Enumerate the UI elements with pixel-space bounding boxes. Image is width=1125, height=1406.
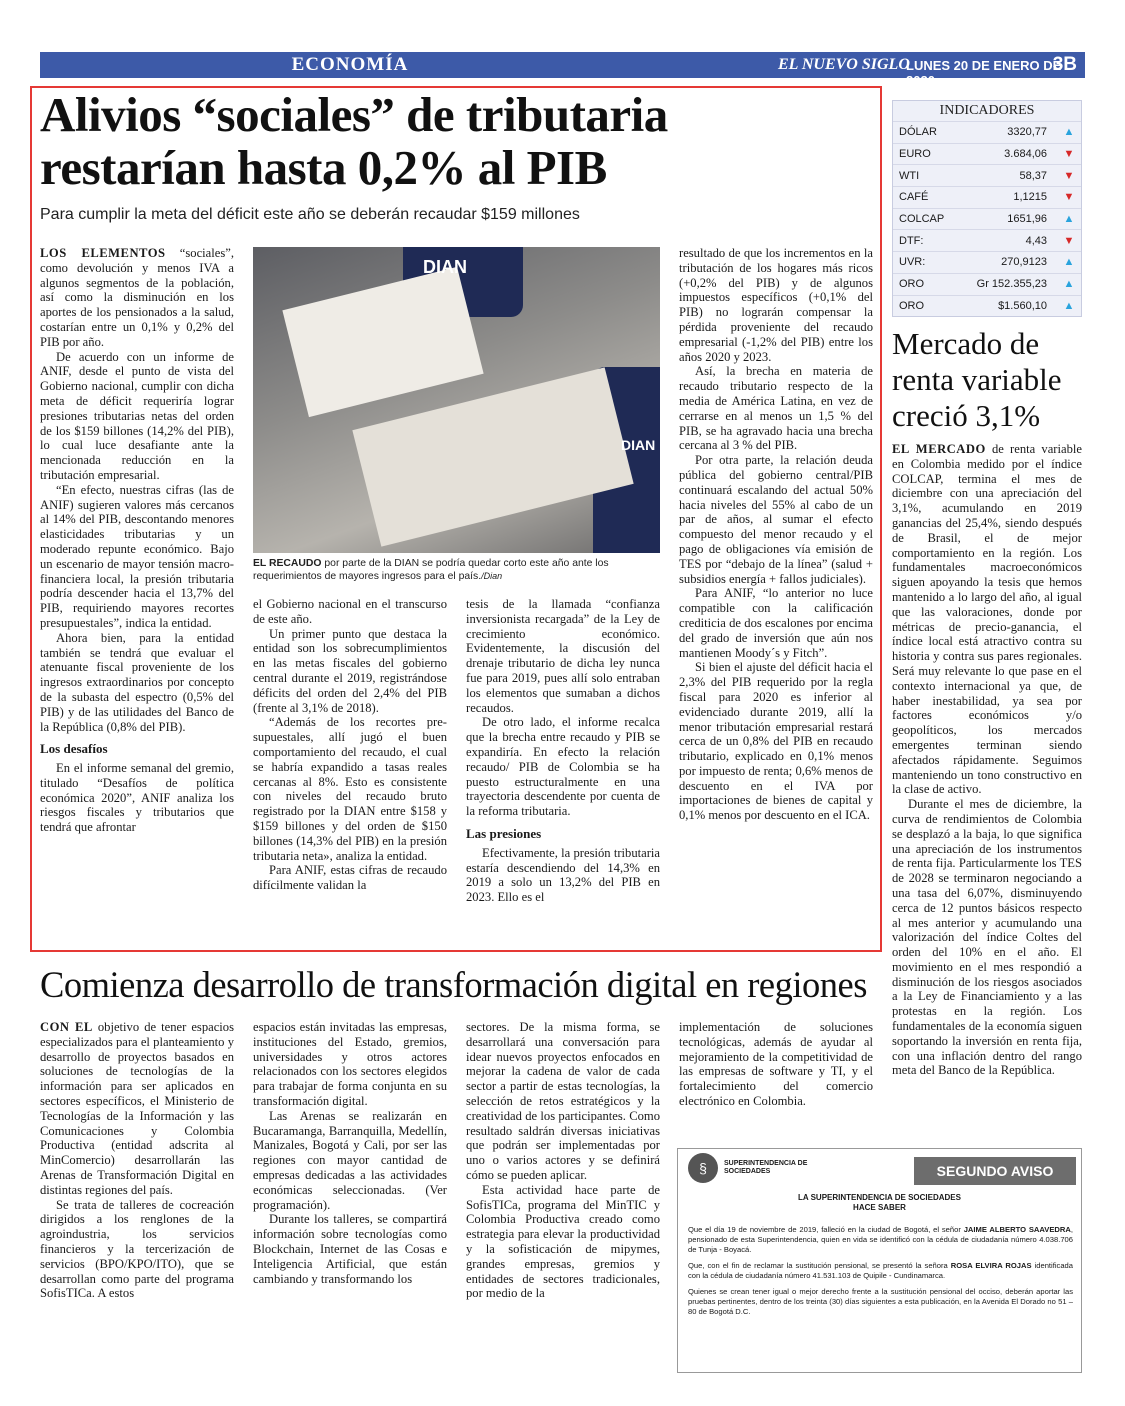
paragraph: el Gobierno nacional en el transcurso de este año. (253, 597, 447, 626)
paragraph: Si bien el ajuste del déficit hacia el 2,3% del PIB requerido por la regla fiscal para 2020 es inferior al evidenciado durante 2019, allí la menor tributación empresarial restará cerca de un 0,8% del PIB en recaudo tributario, explicado en 0,1% menos por impuesto de renta; 0,6% menos de descuento en el IVA por importaciones de bienes de capital y 0,1% menos por descuento en el ICA. (679, 660, 873, 823)
paragraph: implementación de soluciones tecnológicas, además de ayudar al mejoramiento de la competitividad de las empresas de software y TI, y el fortalecimiento del comercio electrónico en Colombia. (679, 1020, 873, 1108)
main-headline (40, 88, 880, 194)
main-column-2 (253, 597, 447, 893)
indicator-name: ORO (899, 278, 925, 291)
indicator-row (893, 208, 1081, 230)
arrow-up-icon: ▲ (1063, 278, 1075, 291)
indicator-value: 1651,96 (1007, 213, 1047, 226)
seal-icon: § (688, 1153, 718, 1183)
indicator-name: ORO (899, 299, 925, 312)
notice-badge: SEGUNDO AVISO (914, 1157, 1076, 1185)
indicator-name: CAFÉ (899, 191, 929, 204)
paragraph: “En efecto, nuestras cifras (las de ANIF) sugieren valores más cercanos al 14% del PIB, descontando menores elasticidades tributarias y un moderado repunte económico. Bajo un escenario de mayor tensión macro-financiera local, la presión tributaria podría descender hacia el 13,7% del PIB, requiriendo mayores recortes presupuestales”, indica la entidad. (40, 482, 234, 630)
notice-heading: LA SUPERINTENDENCIA DE SOCIEDADES HACE SABER (798, 1193, 961, 1212)
indicator-row (893, 273, 1081, 295)
indicator-value: Gr 152.355,23 (976, 278, 1047, 291)
arrow-down-icon: ▼ (1063, 191, 1075, 204)
arrow-down-icon: ▼ (1063, 169, 1075, 182)
paragraph: EL MERCADO de renta variable en Colombia medido por el índice COLCAP, termina el mes de diciembre con una apreciación del 3,1%, acumulando en 2019 ganancias del 25,4%, siendo después de Brasil, el de mejor comportamiento en la región. Los fundamentales macroeconómicos siguen apoyando la tesis que hemos mantenido a lo largo del año, al igual que las valoraciones, donde por métricas de precio-ganancia, el índice local está atractivo contra su historia y contra sus pares regionales. Será muy relevante lo que pase en el contexto internacional ya que, de haber inestabilidad, ya sea por factores económicos y/o geopolíticos, los mercados emergentes terminan siendo afectados rápidamente. Seguimos manteniendo un tono constructivo en la clase de activo. (892, 442, 1082, 797)
paragraph: espacios están invitadas las empresas, instituciones del Estado, gremios, universidades y otros actores relacionados con los sectores elegidos para trabajar de forma conjunta en su transformación digital. (253, 1020, 447, 1108)
second-column-2 (253, 1020, 447, 1286)
indicator-name: DÓLAR (899, 126, 937, 139)
paragraph: Por otra parte, la relación deuda pública del gobierno central/PIB continuará escalando del actual 50% hacia niveles del 55% al cabo de un par de años, al sumar el efecto compuesto del menor recaudo y el pago de obligaciones vía emisión de TES por “debajo de la línea” (salud + subsidios energía + fallos judiciales). (679, 453, 873, 586)
indicator-row (893, 295, 1081, 317)
photo-logo-text: DIAN (423, 257, 467, 277)
newspaper-masthead: EL NUEVO SIGLO (778, 56, 910, 73)
paragraph: sectores. De la misma forma, se desarrollará una conversación para idear nuevos proyectos enfocados en mejorar la cadena de valor de cada sector a partir de estas tecnologías, la selección de retos estratégicos y la creatividad de los participantes. Como resultado saldrán diversas iniciativas que podrán ser implementadas por uno o varios actores y se definirá cómo se pueden aplicar. (466, 1020, 660, 1182)
second-column-4 (679, 1020, 873, 1109)
legal-notice (677, 1148, 1082, 1373)
indicator-name: COLCAP (899, 213, 945, 226)
paragraph: Quienes se crean tener igual o mejor derecho frente a la sustitución pensional del occiso, deberán aportar las pruebas pertinentes, dentro de los treinta (30) días siguientes a esta publicación, en la Avenida El Dorado no 51 – 80 de Bogotá D.C. (688, 1287, 1073, 1316)
photo-document (282, 267, 483, 417)
main-column-3 (466, 597, 660, 905)
paragraph: De otro lado, el informe recalca que la brecha entre recaudo y PIB se expandiría. En efecto la relación recaudo/ PIB de Colombia se ha puesto estructuralmente en una trayectoria descendente por cuenta de la reforma tributaria. (466, 715, 660, 819)
indicator-row (893, 229, 1081, 251)
indicator-value: $1.560,10 (998, 299, 1047, 312)
photo-caption: EL RECAUDO por parte de la DIAN se podría quedar corto este año ante los requerimientos de mayores ingresos para el país./Dian (253, 558, 609, 582)
paragraph: En el informe semanal del gremio, titulado “Desafíos de política económica 2020”, ANIF analiza los riesgos fiscales y tributarios que tendrá que afrontar (40, 761, 234, 835)
side-headline: Mercado de renta variable creció 3,1% (892, 326, 1062, 433)
main-subheadline: Para cumplir la meta del déficit este año se deberán recaudar $159 millones (40, 206, 580, 223)
arrow-down-icon: ▼ (1063, 234, 1075, 247)
paragraph: Durante los talleres, se compartirá información sobre tecnologías como Blockchain, Internet de las Cosas e Inteligencia Artificial, que están cambiando y transformando los (253, 1212, 447, 1286)
indicator-name: WTI (899, 169, 920, 182)
indicator-row (893, 164, 1081, 186)
lead-word: LOS ELEMENTOS (40, 246, 166, 260)
article-photo (253, 247, 660, 553)
paragraph: Efectivamente, la presión tributaria estaría descendiendo del 14,3% en 2019 a solo un 13,2% del PIB en 2023. Ello es el (466, 845, 660, 905)
paragraph: Ahora bien, para la entidad también se tendrá que evaluar el atenuante fiscal proveniente de los ingresos extraordinarios por concepto de la subasta del espectro (0,5% del PIB) y de las utilidades del Banco de la República (0,8% del PIB). (40, 630, 234, 734)
indicator-value: 4,43 (1025, 234, 1047, 247)
paragraph: Que, con el fin de reclamar la sustitución pensional, se presentó la señora ROSA ELVIRA ROJAS identificada con la cédula de ciudadanía número 41.531.103 de Quipile - Cundinamarca. (688, 1261, 1073, 1280)
lead-word: CON EL (40, 1020, 93, 1034)
notice-header (678, 1149, 1081, 1187)
paragraph: CON EL objetivo de tener espacios especializados para el planteamiento y desarrollo de proyectos basados en soluciones de tecnologías de la información para ser aplicados en sectores específicos, el Ministerio de Tecnologías de la Información y las Comunicaciones y Colombia Productiva (entidad adscrita al MinComercio) desarrollarán las Arenas de Transformación Digital en distintas regiones del país. (40, 1020, 234, 1197)
indicator-row (893, 143, 1081, 165)
indicators-title: INDICADORES (939, 103, 1035, 118)
indicators-rows (893, 121, 1081, 316)
indicator-row (893, 121, 1081, 143)
paragraph: Para ANIF, estas cifras de recaudo difícilmente validan la (253, 863, 447, 893)
indicator-name: EURO (899, 148, 931, 161)
lead-word: EL MERCADO (892, 442, 986, 456)
paragraph: Esta actividad hace parte de SofisTICa, programa del MinTIC y Colombia Productiva creado como estrategia para elevar la productividad y la sofisticación de mipymes, grandes empresas, gremios y entidades de sectores tradicionales, por medio de la (466, 1182, 660, 1301)
subheading: Las presiones (466, 825, 542, 841)
indicator-name: UVR: (899, 256, 926, 269)
paragraph: Así, la brecha en materia de recaudo tributario respecto de la media de América Latina, en vez de cerrarse en al menos un 1,5 % del PIB, se ha agravado hacia una brecha cercana al 3 % del PIB. (679, 364, 873, 453)
paragraph: tesis de la llamada “confianza inversionista recargada” de la Ley de crecimiento económico. Evidentemente, la discusión del drenaje tributario de dicha ley nunca fue para 2019, pues allí solo entraban los elementos que sumaban a dichos recaudos. (466, 597, 660, 715)
second-headline: Comienza desarrollo de transformación digital en regiones (40, 964, 867, 1005)
paragraph: Que el día 19 de noviembre de 2019, falleció en la ciudad de Bogotá, el señor JAIME ALBERTO SAAVEDRA, pensionado de esta Superintendencia, quien en vida se identificó con la cédula de ciudadanía número 4.038.706 de Tunja - Boyacá. (688, 1225, 1073, 1254)
caption-lead: EL RECAUDO (253, 558, 322, 569)
page-number: 3B (1052, 54, 1077, 75)
superintendencia-logo (688, 1153, 898, 1183)
main-column-4 (679, 246, 873, 823)
arrow-up-icon: ▲ (1063, 126, 1075, 139)
arrow-down-icon: ▼ (1063, 148, 1075, 161)
paragraph: Las Arenas se realizarán en Bucaramanga, Barranquilla, Medellín, Manizales, Bogotá y Cali, por ser las regiones con mayor cantidad de empresas dedicadas a las actividades económicas seleccionadas. (Ver programación). (253, 1108, 447, 1212)
paragraph: De acuerdo con un informe de ANIF, desde el punto de vista del Gobierno nacional, cumplir con dicha meta de déficit requeriría lograr presiones tributarias netas del orden de los $159 billones (14,2% del PIB), lo cual luce desafiante ante la mencionada reducción en la tributación empresarial. (40, 349, 234, 482)
subheading: Los desafíos (40, 741, 108, 757)
second-column-3 (466, 1020, 660, 1301)
edition-date: LUNES 20 DE ENERO DE 2020 (906, 58, 1062, 88)
arrow-up-icon: ▲ (1063, 213, 1075, 226)
main-headline-line-2: restarían hasta 0,2% al PIB (40, 140, 607, 195)
indicator-value: 270,9123 (1001, 256, 1047, 269)
paragraph: “Además de los recortes presupuestales, allí jugó el buen comportamiento del recaudo, el cual se habría expandido a tasas reales cercanas al 8%. Esto es consistente con niveles del recaudo bruto registrado por la DIAN entre $158 y $159 billones y del orden de $150 billones (14,3% del PIB) en la presión tributaria neta», analiza la entidad. (253, 715, 447, 863)
paragraph: Se trata de talleres de cocreación dirigidos a los renglones de la agroindustria, los servicios financieros y la tercerización de servicios (BPO/KPO/ITO), que se desarrollan como parte del programa SofisTICa. A estos (40, 1197, 234, 1301)
paragraph: resultado de que los incrementos en la tributación de los hogares más ricos (+0,2% del PIB) y de algunos impuestos específicos (+0,1% del PIB) no lograrán compensar la pérdida proveniente del recaudo empresarial (-1,2% del PIB) entre los años 2020 y 2023. (679, 246, 873, 364)
main-column-1 (40, 246, 234, 835)
second-column-1 (40, 1020, 234, 1301)
indicator-value: 58,37 (1019, 169, 1047, 182)
indicator-value: 1,1215 (1013, 191, 1047, 204)
paragraph: Durante el mes de diciembre, la curva de rendimientos de Colombia se desplazó a la baja, lo que significa una apreciación de los instrumentos de renta fija. Particularmente los TES de 2028 se terminaron negociando a una tasa del 6,07%, disminuyendo cerca de 12 puntos básicos respecto al mes anterior y acumulando una valorización del índice Coltes del orden del 10% en el año. El movimiento en el mes respondió a disminución de los riesgos asociados a la Ley de Financiamiento y a las protestas en la región. Los fundamentales de la economía siguen soportando la inversión en renta fija, con una inflación dentro del rango meta del Banco de la República. (892, 797, 1082, 1078)
indicators-table (892, 100, 1082, 317)
indicator-value: 3320,77 (1007, 126, 1047, 139)
notice-body (688, 1225, 1073, 1323)
photo-credit: /Dian (481, 571, 503, 581)
arrow-up-icon: ▲ (1063, 256, 1075, 269)
indicator-row (893, 251, 1081, 273)
paragraph: Un primer punto que destaca la entidad son los sobrecumplimientos en las metas fiscales del gobierno central durante el 2019, registrándose déficits del orden del 2,4% del PIB (frente al 3,1% de 2018). (253, 626, 447, 715)
org-name: SUPERINTENDENCIA DE SOCIEDADES (724, 1160, 808, 1175)
paragraph: Para ANIF, “lo anterior no luce compatible con la calificación crediticia de dos escalones por encima del grado de inversión que aún nos mantienen Moody´s y Fitch”. (679, 586, 873, 660)
arrow-up-icon: ▲ (1063, 299, 1075, 312)
indicator-row (893, 186, 1081, 208)
indicator-value: 3.684,06 (1004, 148, 1047, 161)
section-name: ECONOMÍA (291, 54, 409, 75)
photo-logo-text: DIAN (621, 437, 656, 453)
indicator-name: DTF: (899, 234, 924, 247)
main-headline-line-1: Alivios “sociales” de tributaria (40, 87, 668, 142)
section-header-bar (40, 52, 1085, 88)
paragraph: LOS ELEMENTOS “sociales”, como devolución y menos IVA a algunos segmentos de la población, así como la disminución en los aportes de los pensionados a la salud, costarían entre un 0,1% y 0,2% del PIB por año. (40, 246, 234, 349)
